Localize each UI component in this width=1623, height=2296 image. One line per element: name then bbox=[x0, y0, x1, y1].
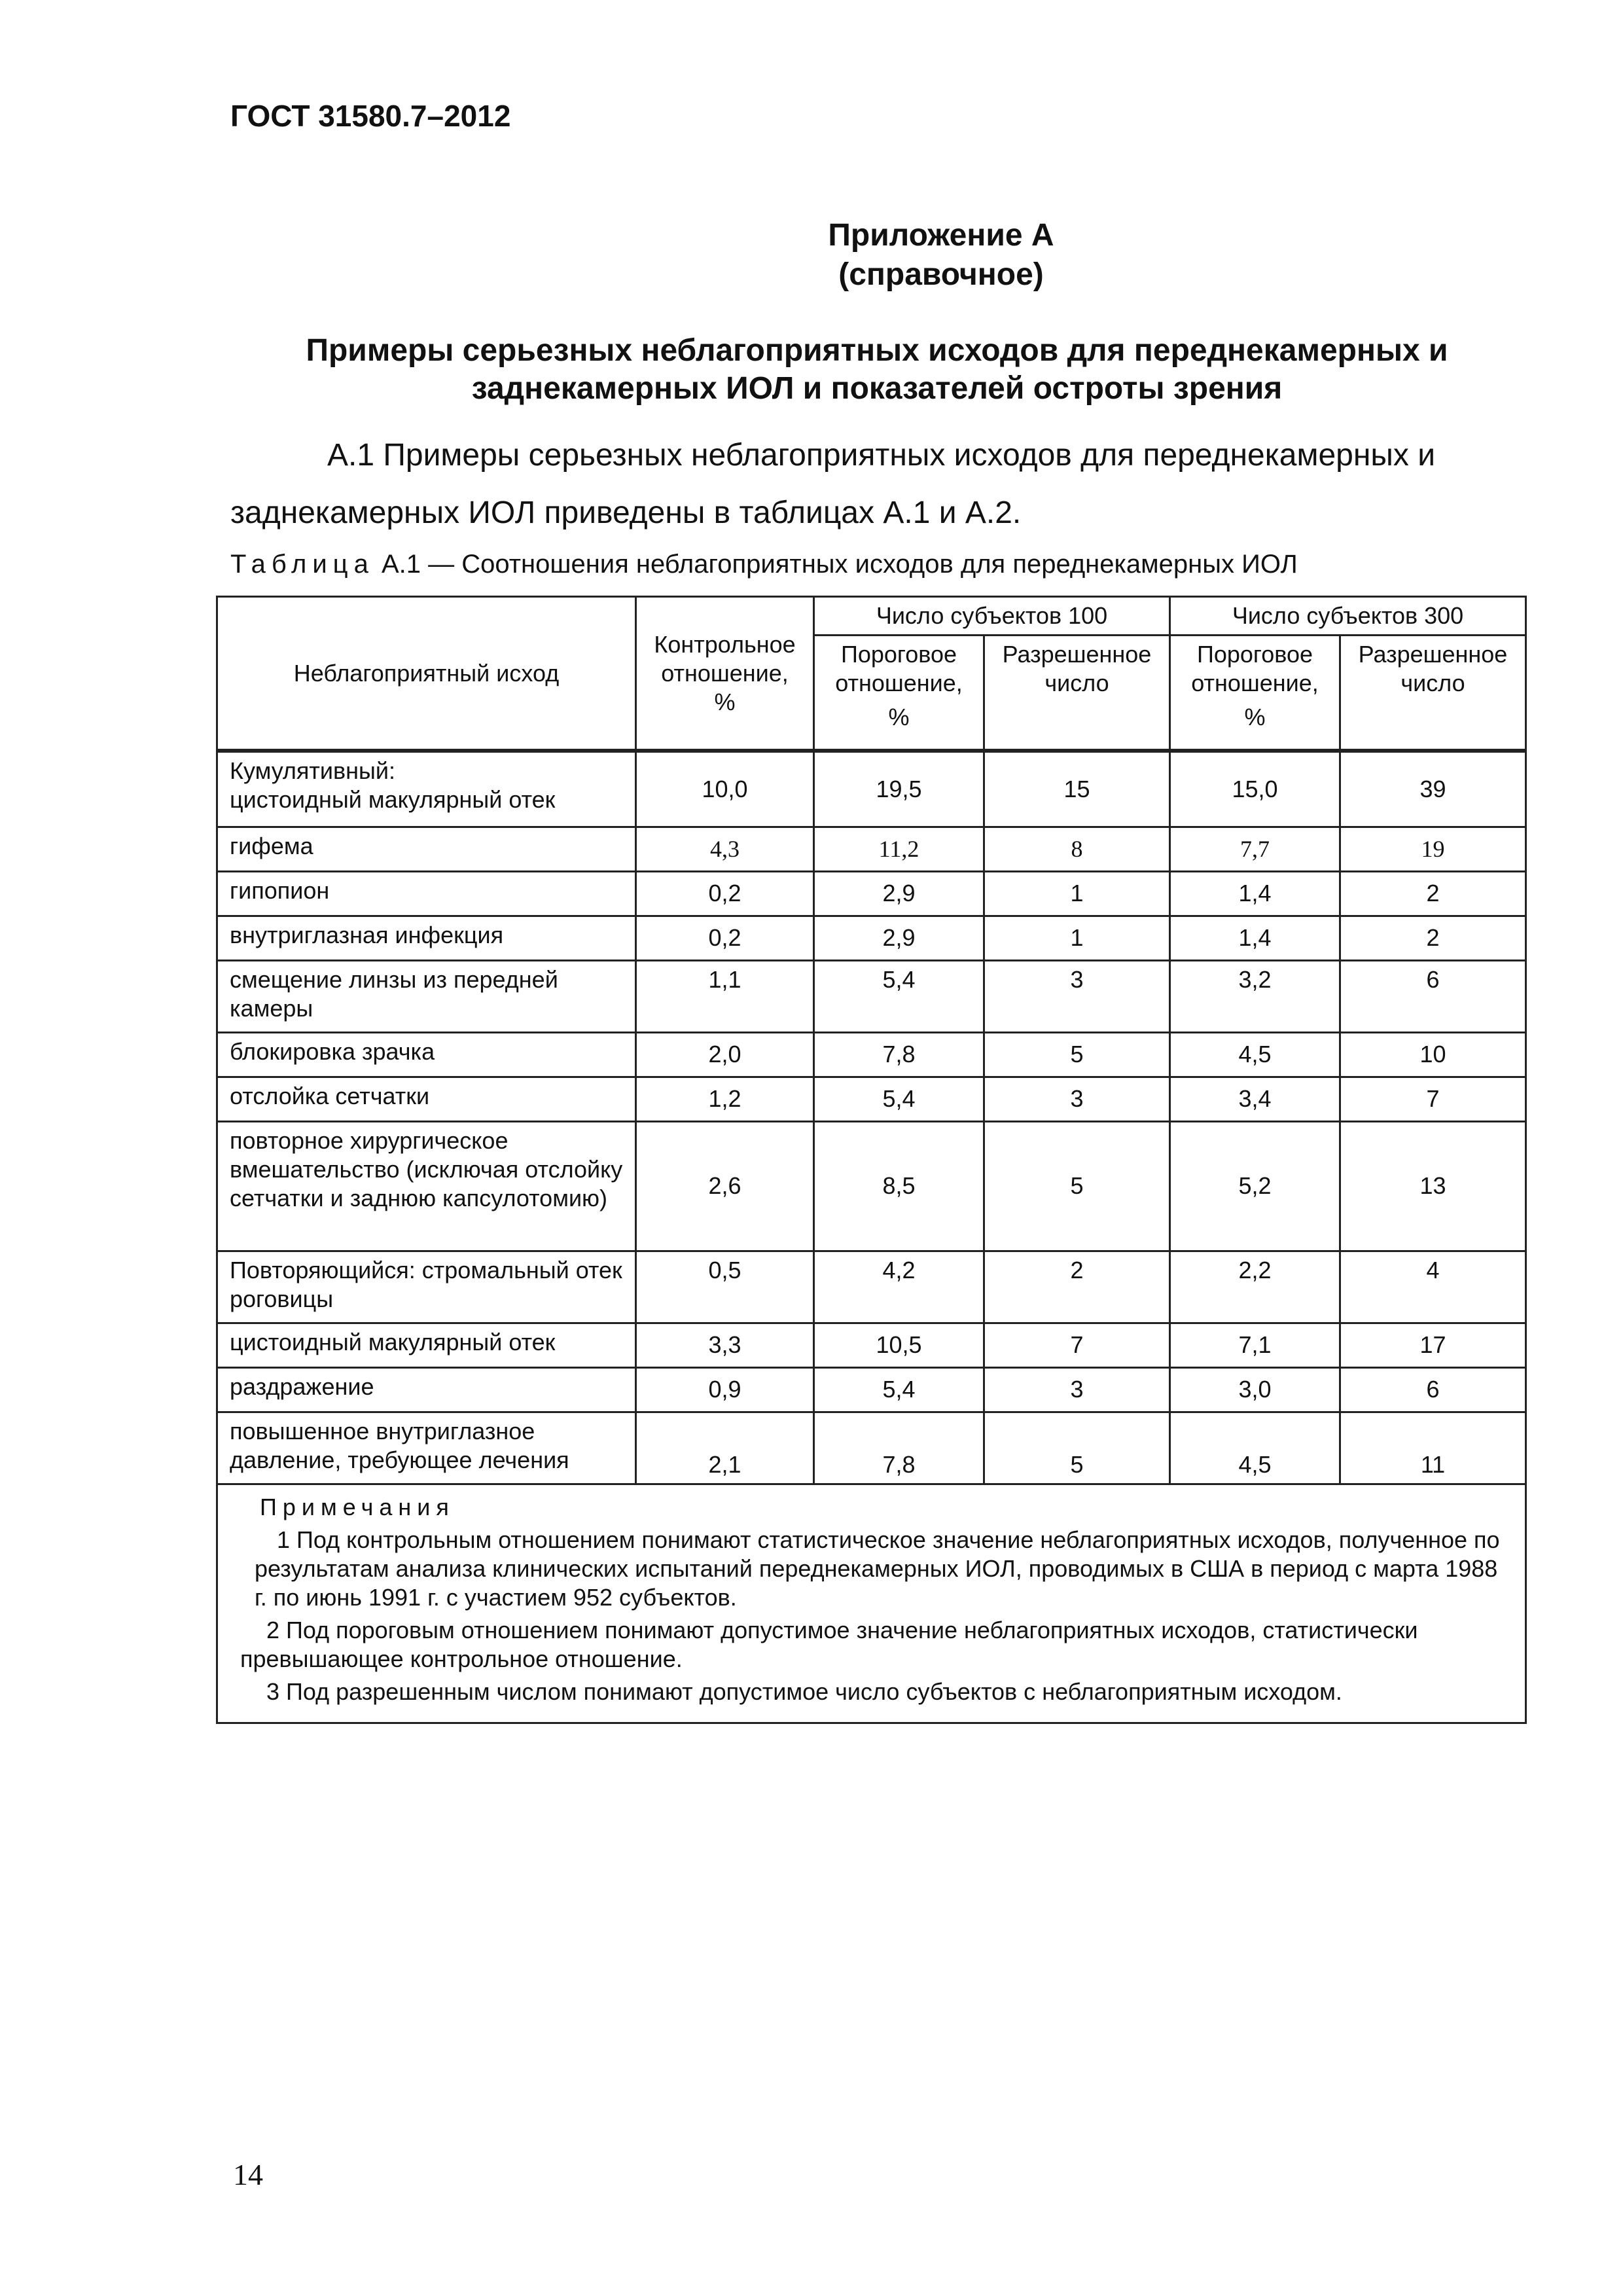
cell-control: 0,5 bbox=[636, 1251, 814, 1323]
header-threshold-300: Пороговое отношение, % bbox=[1170, 636, 1340, 751]
header-allowed-100: Разрешенное число bbox=[984, 636, 1170, 751]
cell-allowed-100: 3 bbox=[984, 1367, 1170, 1412]
note-1: 1 Под контрольным отношением понимают статистическое значение неблагоприятных исходов, полученное по результатам анализа клинических испытаний переднекамерных ИОЛ, проводимых в США в период с марта 1988 г. по июнь 1991 г. с участием 952 субъектов. bbox=[255, 1526, 1500, 1611]
header-group-100: Число субъектов 100 bbox=[814, 597, 1170, 636]
cell-allowed-300: 11 bbox=[1340, 1412, 1526, 1484]
cell-threshold-300: 15,0 bbox=[1170, 751, 1340, 827]
cell-allowed-300: 17 bbox=[1340, 1323, 1526, 1367]
note-3: 3 Под разрешенным числом понимают допустимое число субъектов с неблагоприятным исходом. bbox=[266, 1677, 1342, 1705]
table-row bbox=[217, 1032, 1526, 1077]
table-row bbox=[217, 1077, 1526, 1121]
cell-threshold-100: 7,8 bbox=[814, 1412, 984, 1484]
cell-control: 10,0 bbox=[636, 751, 814, 827]
cell-allowed-300: 6 bbox=[1340, 960, 1526, 1032]
header-control: Контрольное отношение, % bbox=[636, 597, 814, 751]
header-group-300: Число субъектов 300 bbox=[1170, 597, 1526, 636]
cell-control: 2,6 bbox=[636, 1121, 814, 1251]
table-notes bbox=[217, 1484, 1526, 1723]
section-title-line2: заднекамерных ИОЛ и показателей остроты зрения bbox=[471, 371, 1283, 406]
cell-threshold-100: 5,4 bbox=[814, 1367, 984, 1412]
cell-allowed-300: 39 bbox=[1340, 751, 1526, 827]
notes-row bbox=[217, 1484, 1526, 1723]
cell-control: 1,2 bbox=[636, 1077, 814, 1121]
appendix-subtitle: (справочное) bbox=[838, 257, 1044, 292]
cell-control: 2,1 bbox=[636, 1412, 814, 1484]
outcomes-table bbox=[216, 596, 1527, 1724]
cell-outcome: внутриглазная инфекция bbox=[217, 916, 636, 960]
table-row bbox=[217, 1412, 1526, 1484]
cell-threshold-100: 11,2 bbox=[814, 827, 984, 871]
cell-control: 1,1 bbox=[636, 960, 814, 1032]
note-2: 2 Под пороговым отношением понимают допустимое значение неблагоприятных исходов, статистически превышающее контрольное отношение. bbox=[240, 1616, 1418, 1672]
cell-threshold-100: 8,5 bbox=[814, 1121, 984, 1251]
cell-threshold-100: 5,4 bbox=[814, 1077, 984, 1121]
table-row bbox=[217, 960, 1526, 1032]
cell-threshold-100: 7,8 bbox=[814, 1032, 984, 1077]
cell-threshold-300: 1,4 bbox=[1170, 871, 1340, 916]
cell-threshold-300: 5,2 bbox=[1170, 1121, 1340, 1251]
cell-allowed-100: 5 bbox=[984, 1121, 1170, 1251]
cell-outcome: повторное хирургическое вмешательство (исключая отслойку сетчатки и заднюю капсулотомию) bbox=[217, 1121, 636, 1251]
table-caption-text: А.1 — Соотношения неблагоприятных исходов для переднекамерных ИОЛ bbox=[374, 550, 1298, 579]
cell-allowed-100: 8 bbox=[984, 827, 1170, 871]
notes-heading: Примечания bbox=[260, 1493, 455, 1520]
header-outcome: Неблагоприятный исход bbox=[217, 597, 636, 751]
appendix-title: Приложение А bbox=[828, 218, 1054, 253]
cell-allowed-100: 15 bbox=[984, 751, 1170, 827]
cell-control: 4,3 bbox=[636, 827, 814, 871]
cell-allowed-100: 1 bbox=[984, 916, 1170, 960]
cell-threshold-300: 3,0 bbox=[1170, 1367, 1340, 1412]
cell-allowed-300: 10 bbox=[1340, 1032, 1526, 1077]
paragraph-line1: А.1 Примеры серьезных неблагоприятных исходов для переднекамерных и bbox=[327, 438, 1436, 473]
cell-threshold-300: 3,2 bbox=[1170, 960, 1340, 1032]
cell-threshold-300: 4,5 bbox=[1170, 1412, 1340, 1484]
paragraph-line2: заднекамерных ИОЛ приведены в таблицах А.1 и А.2. bbox=[230, 495, 1022, 530]
cell-outcome: повышенное внутриглазное давление, требующее лечения bbox=[217, 1412, 636, 1484]
cell-threshold-100: 10,5 bbox=[814, 1323, 984, 1367]
cell-allowed-100: 5 bbox=[984, 1032, 1170, 1077]
cell-allowed-300: 13 bbox=[1340, 1121, 1526, 1251]
cell-allowed-300: 2 bbox=[1340, 871, 1526, 916]
cell-threshold-300: 7,7 bbox=[1170, 827, 1340, 871]
cell-allowed-100: 1 bbox=[984, 871, 1170, 916]
cell-control: 0,2 bbox=[636, 916, 814, 960]
cell-control: 0,2 bbox=[636, 871, 814, 916]
cell-threshold-100: 2,9 bbox=[814, 916, 984, 960]
cell-allowed-100: 2 bbox=[984, 1251, 1170, 1323]
cell-allowed-300: 7 bbox=[1340, 1077, 1526, 1121]
table-caption bbox=[230, 550, 1298, 579]
cell-threshold-300: 4,5 bbox=[1170, 1032, 1340, 1077]
header-threshold-100: Пороговое отношение, % bbox=[814, 636, 984, 751]
table-row bbox=[217, 1323, 1526, 1367]
cell-outcome: раздражение bbox=[217, 1367, 636, 1412]
table-row bbox=[217, 1121, 1526, 1251]
cell-outcome: Повторяющийся: стромальный отек роговицы bbox=[217, 1251, 636, 1323]
cell-allowed-100: 3 bbox=[984, 960, 1170, 1032]
cell-threshold-300: 3,4 bbox=[1170, 1077, 1340, 1121]
cell-threshold-100: 5,4 bbox=[814, 960, 984, 1032]
page-number: 14 bbox=[233, 2158, 263, 2191]
cell-threshold-100: 4,2 bbox=[814, 1251, 984, 1323]
cell-outcome: цистоидный макулярный отек bbox=[217, 1323, 636, 1367]
cell-allowed-100: 7 bbox=[984, 1323, 1170, 1367]
cell-outcome: гифема bbox=[217, 827, 636, 871]
cell-allowed-100: 3 bbox=[984, 1077, 1170, 1121]
cell-outcome: Кумулятивный: цистоидный макулярный отек bbox=[217, 751, 636, 827]
cell-threshold-100: 2,9 bbox=[814, 871, 984, 916]
cell-outcome: гипопион bbox=[217, 871, 636, 916]
cell-allowed-300: 6 bbox=[1340, 1367, 1526, 1412]
table-row bbox=[217, 751, 1526, 827]
cell-control: 3,3 bbox=[636, 1323, 814, 1367]
cell-allowed-100: 5 bbox=[984, 1412, 1170, 1484]
table-row bbox=[217, 871, 1526, 916]
section-title-line1: Примеры серьезных неблагоприятных исходов для переднекамерных и bbox=[306, 333, 1448, 368]
table-row bbox=[217, 1367, 1526, 1412]
table-row bbox=[217, 827, 1526, 871]
cell-control: 2,0 bbox=[636, 1032, 814, 1077]
cell-allowed-300: 19 bbox=[1340, 827, 1526, 871]
document-header: ГОСТ 31580.7–2012 bbox=[230, 99, 511, 133]
cell-threshold-100: 19,5 bbox=[814, 751, 984, 827]
cell-allowed-300: 4 bbox=[1340, 1251, 1526, 1323]
cell-outcome: отслойка сетчатки bbox=[217, 1077, 636, 1121]
table-caption-label: Таблица bbox=[230, 550, 374, 579]
cell-control: 0,9 bbox=[636, 1367, 814, 1412]
header-allowed-300: Разрешенное число bbox=[1340, 636, 1526, 751]
table-row bbox=[217, 916, 1526, 960]
cell-threshold-300: 1,4 bbox=[1170, 916, 1340, 960]
cell-threshold-300: 2,2 bbox=[1170, 1251, 1340, 1323]
table-row bbox=[217, 1251, 1526, 1323]
cell-outcome: блокировка зрачка bbox=[217, 1032, 636, 1077]
cell-threshold-300: 7,1 bbox=[1170, 1323, 1340, 1367]
cell-allowed-300: 2 bbox=[1340, 916, 1526, 960]
cell-outcome: смещение линзы из передней камеры bbox=[217, 960, 636, 1032]
